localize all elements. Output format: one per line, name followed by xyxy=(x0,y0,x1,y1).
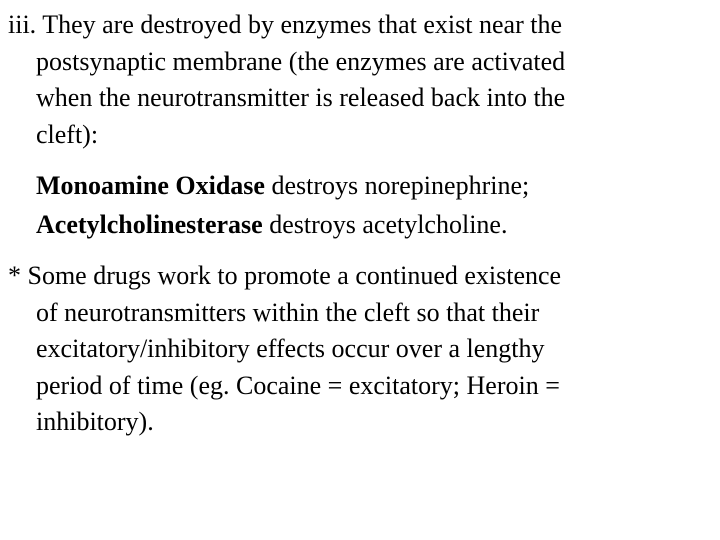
enzyme-list xyxy=(8,168,708,243)
paragraph-iii-line: cleft): xyxy=(36,119,99,149)
drug-note-line: of neurotransmitters within the cleft so that their xyxy=(36,297,540,327)
enzyme-description: destroys acetylcholine. xyxy=(262,209,508,239)
paragraph-iii xyxy=(8,7,708,153)
paragraph-iii-line: when the neurotransmitter is released back into the xyxy=(36,83,566,112)
enzyme-item-acetylcholinesterase xyxy=(8,207,708,244)
enzyme-name: Monoamine Oxidase xyxy=(36,171,265,200)
drug-note-line: * Some drugs work to promote a continued existence xyxy=(8,261,562,290)
enzyme-description: destroys norepinephrine; xyxy=(264,171,530,200)
drug-note-line: excitatory/inhibitory effects occur over a lengthy xyxy=(36,334,545,363)
drug-note-line: inhibitory). xyxy=(36,407,154,436)
paragraph-iii-line: postsynaptic membrane (the enzymes are activated xyxy=(36,46,566,76)
drug-note-line: period of time (eg. Cocaine = excitatory; Heroin = xyxy=(36,370,560,400)
enzyme-name: Acetylcholinesterase xyxy=(36,209,263,239)
enzyme-item-monoamine-oxidase xyxy=(8,168,708,205)
paragraph-iii-line: iii. They are destroyed by enzymes that exist near the xyxy=(8,10,562,39)
drug-note xyxy=(8,258,708,441)
